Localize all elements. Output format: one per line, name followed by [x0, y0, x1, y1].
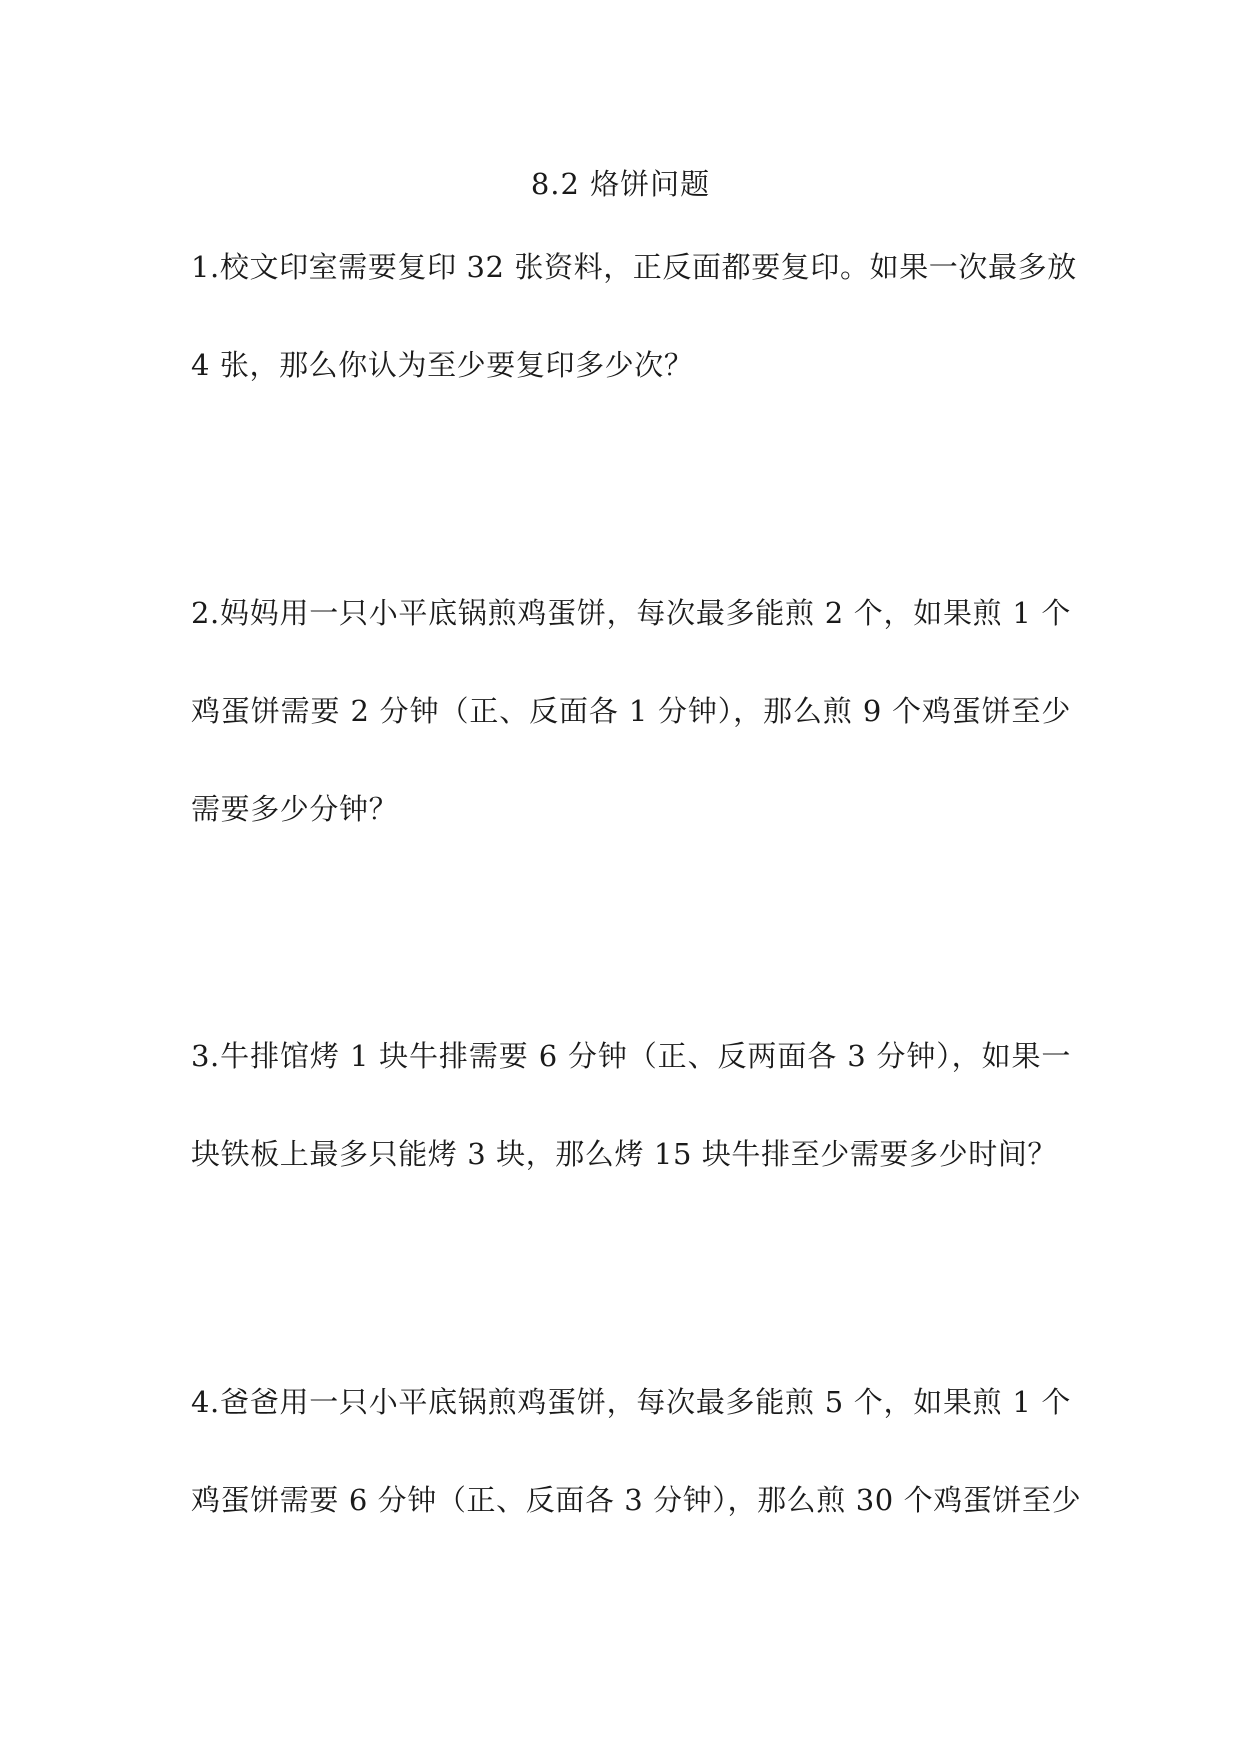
question-2-line-3: 需要多少分钟？ [191, 792, 399, 826]
question-2-line-1: 2.妈妈用一只小平底锅煎鸡蛋饼，每次最多能煎 2 个，如果煎 1 个 [191, 596, 1071, 630]
question-1-line-1: 1.校文印室需要复印 32 张资料，正反面都要复印。如果一次最多放 [191, 250, 1077, 284]
question-4-line-1: 4.爸爸用一只小平底锅煎鸡蛋饼，每次最多能煎 5 个，如果煎 1 个 [191, 1385, 1071, 1419]
question-2-line-2: 鸡蛋饼需要 2 分钟（正、反面各 1 分钟），那么煎 9 个鸡蛋饼至少 [191, 694, 1071, 728]
page-title: 8.2 烙饼问题 [530, 167, 711, 201]
question-4-line-2: 鸡蛋饼需要 6 分钟（正、反面各 3 分钟），那么煎 30 个鸡蛋饼至少 [191, 1483, 1082, 1517]
question-3-line-2: 块铁板上最多只能烤 3 块，那么烤 15 块牛排至少需要多少时间？ [191, 1137, 1058, 1171]
question-1-line-2: 4 张，那么你认为至少要复印多少次？ [191, 348, 694, 382]
question-3-line-1: 3.牛排馆烤 1 块牛排需要 6 分钟（正、反两面各 3 分钟），如果一 [191, 1039, 1071, 1073]
